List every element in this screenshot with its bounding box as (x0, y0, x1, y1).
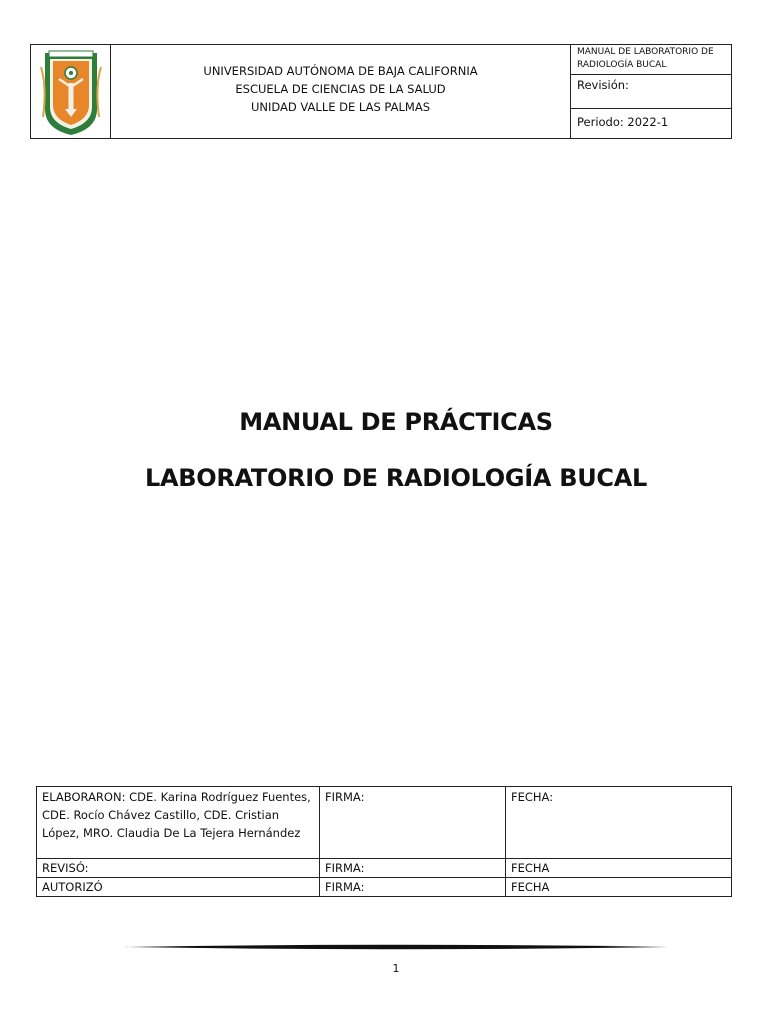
fecha-cell: FECHA (506, 859, 732, 878)
table-row (37, 859, 732, 878)
document-info-cell (571, 45, 731, 138)
firma-cell: FIRMA: (320, 859, 506, 878)
revision-label: Revisión: (571, 75, 731, 109)
logo-cell (31, 45, 111, 138)
document-name: MANUAL DE LABORATORIO DE RADIOLOGÍA BUCAL (571, 45, 731, 75)
institution-cell (111, 45, 571, 138)
campus-name: UNIDAD VALLE DE LAS PALMAS (250, 99, 430, 114)
university-shield-logo-icon (39, 47, 103, 137)
table-row (37, 787, 732, 859)
autorizo-cell: AUTORIZÓ (37, 878, 320, 897)
footer-divider (124, 942, 668, 952)
page-number: 1 (392, 962, 400, 975)
firma-cell: FIRMA: (320, 787, 506, 859)
fecha-cell: FECHA: (506, 787, 732, 859)
table-row (37, 878, 732, 897)
title-line-1: MANUAL DE PRÁCTICAS (239, 408, 553, 436)
document-header (30, 44, 732, 139)
fecha-cell: FECHA (506, 878, 732, 897)
signature-table (36, 786, 732, 897)
elaboraron-cell: ELABORARON: CDE. Karina Rodríguez Fuentes, CDE. Rocío Chávez Castillo, CDE. Cristian López, MRO. Claudia De La Tejera Hernández (37, 787, 320, 859)
reviso-cell: REVISÓ: (37, 859, 320, 878)
school-name: ESCUELA DE CIENCIAS DE LA SALUD (235, 81, 446, 96)
title-line-2: LABORATORIO DE RADIOLOGÍA BUCAL (144, 464, 648, 492)
cover-title-block (0, 400, 768, 512)
university-name: UNIVERSIDAD AUTÓNOMA DE BAJA CALIFORNIA (203, 63, 478, 78)
period-label: Periodo: 2022-1 (577, 115, 669, 129)
firma-cell: FIRMA: (320, 878, 506, 897)
